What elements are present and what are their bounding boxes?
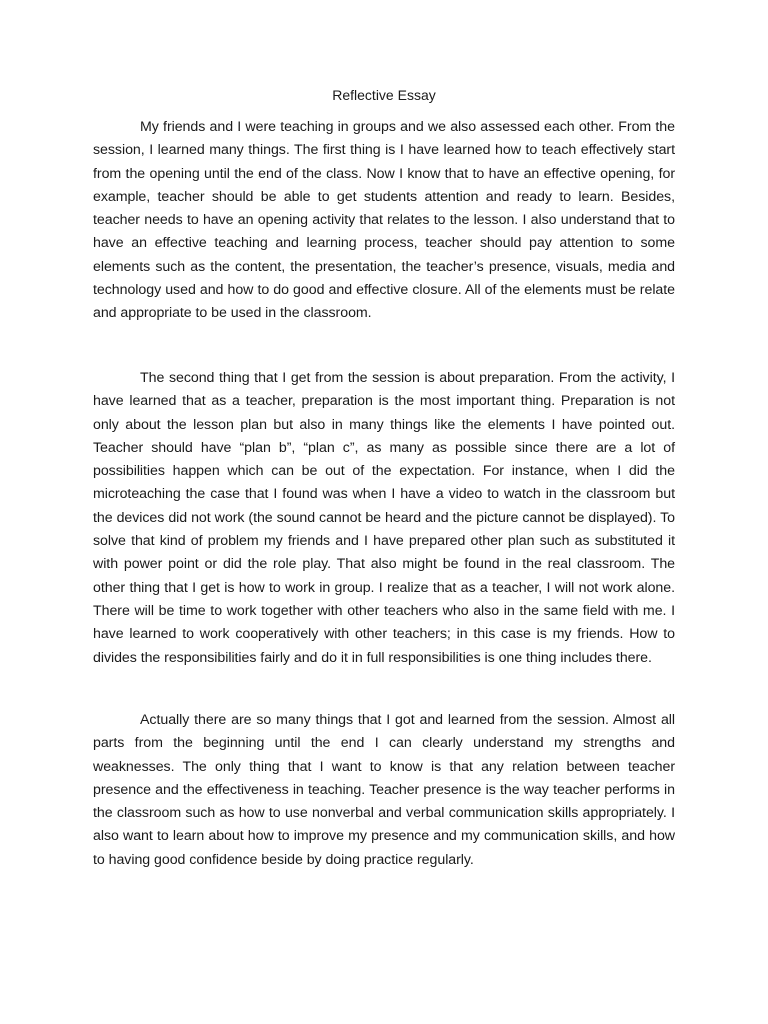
document-title: Reflective Essay	[332, 87, 436, 103]
paragraph-1: My friends and I were teaching in groups and we also assessed each other. From the session, I learned many things. The first thing is I have learned how to teach effectively start from the opening until the end of the class. Now I know that to have an effective opening, for example, teacher should be able to get students attention and ready to learn. Besides, teacher needs to have an opening activity that relates to the lesson. I also understand that to have an effective teaching and learning process, teacher should pay attention to some elements such as the content, the presentation, the teacher’s presence, visuals, media and technology used and how to do good and effective closure. All of the elements must be relate and appropriate to be used in the classroom.	[93, 119, 675, 322]
paragraph-3: Actually there are so many things that I got and learned from the session. Almost all parts from the beginning until the end I can clearly understand my strengths and weaknesses. The only thing that I want to know is that any relation between teacher presence and the effectiveness in teaching. Teacher presence is the way teacher performs in the classroom such as how to use nonverbal and verbal communication skills appropriately. I also want to learn about how to improve my presence and my communication skills, and how to having good confidence beside by doing practice regularly.	[93, 712, 675, 868]
paragraph-2: The second thing that I get from the session is about preparation. From the activity, I have learned that as a teacher, preparation is the most important thing. Preparation is not only about the lesson plan but also in many things like the elements I have pointed out. Teacher should have “plan b”, “plan c”, as many as possible since there are a lot of possibilities happen which can be out of the expectation. For instance, when I did the microteaching the case that I found was when I have a video to watch in the classroom but the devices did not work (the sound cannot be heard and the picture cannot be displayed). To solve that kind of problem my friends and I have prepared other plan such as substituted it with power point or did the role play. That also might be found in the real classroom. The other thing that I get is how to work in group. I realize that as a teacher, I will not work alone. There will be time to work together with other teachers who also in the same field with me. I have learned to work cooperatively with other teachers; in this case is my friends. How to divides the responsibilities fairly and do it in full responsibilities is one thing includes there.	[93, 370, 675, 666]
